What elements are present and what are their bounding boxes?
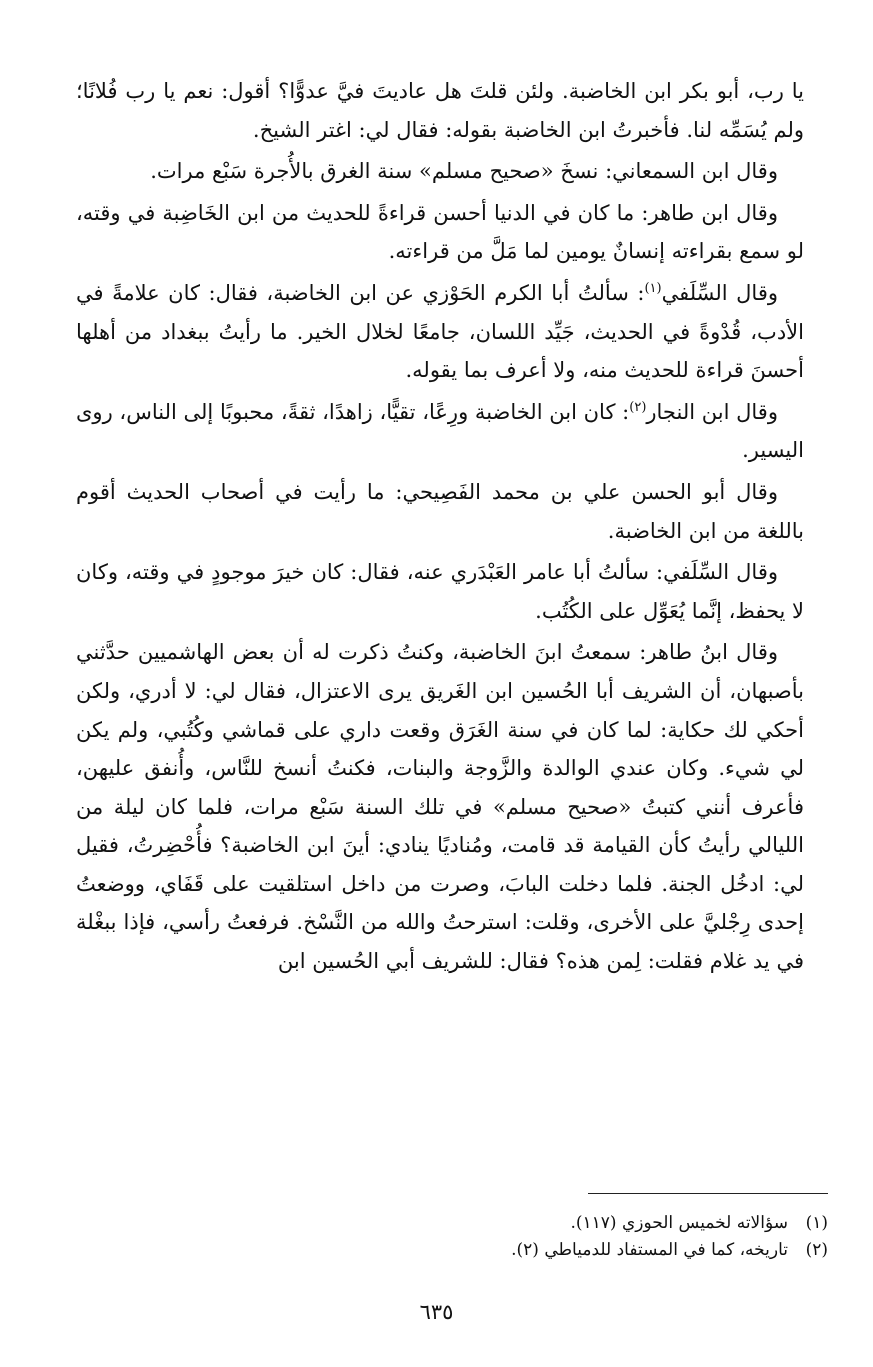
footnote-text: تاريخه، كما في المستفاد للدمياطي (٢). xyxy=(511,1240,788,1260)
footnotes xyxy=(128,1210,828,1264)
main-text xyxy=(76,72,804,981)
paragraph-text: : كان ابن الخاضبة ورِعًا، تقيًّا، زاهدًا، ثقةً، محبوبًا إلى الناس، روى اليسير. xyxy=(76,399,804,463)
footnote xyxy=(128,1237,828,1264)
paragraph xyxy=(76,473,804,550)
paragraph-text: وقال السِّلَفي xyxy=(661,280,778,305)
footnote-ref: (١) xyxy=(644,280,662,296)
footnote xyxy=(128,1210,828,1237)
footnote-text: سؤالاته لخميس الحوزي (١١٧). xyxy=(570,1213,788,1233)
page-number: ٦٣٥ xyxy=(419,1300,454,1324)
footnote-number: (١) xyxy=(805,1213,828,1233)
paragraph-text: وقال ابن طاهر: ما كان في الدنيا أحسن قراءةً للحديث من ابن الخَاضِبة في وقته، لو سمع بقراءته إنسانٌ يومين لما مَلَّ من قراءته. xyxy=(76,200,804,264)
paragraph-text: وقال السِّلَفي: سألتُ أبا عامر العَبْدَري عنه، فقال: كان خيرَ موجودٍ في وقته، وكان لا يحفظ، إنَّما يُعَوِّل على الكُتُب. xyxy=(76,560,804,623)
paragraph xyxy=(76,553,804,630)
paragraph-text: وقال ابن النجار xyxy=(646,399,778,424)
paragraph xyxy=(76,633,804,980)
paragraph-text: يا رب، أبو بكر ابن الخاضبة. ولئن قلتَ هل عاديتَ فيَّ عدوًّا؟ أقول: نعم يا رب فُلانًا؛ ولم يُسَمِّه لنا. فأخبرتُ ابن الخاضبة بقوله: فقال لي: اغتر الشيخ. xyxy=(76,79,804,142)
paragraph xyxy=(76,393,804,470)
footnote-ref: (٢) xyxy=(629,399,647,415)
footnote-separator xyxy=(588,1193,828,1194)
footnote-number: (٢) xyxy=(805,1240,828,1260)
paragraph-text: وقال ابنُ طاهر: سمعتُ ابنَ الخاضبة، وكنتُ ذكرت له أن بعض الهاشميين حدَّثني بأصبهان، أن الشريف أبا الحُسين ابن الغَريق يرى الاعتزال، فقال لي: لا أدري، ولكن أحكي لك حكاية: لما كان في سنة الغَرَق وقعت داري على قماشي وكُتُبي، ولم يكن لي شيء. وكان عندي الوالدة والزَّوجة والبنات، فكنتُ أنسخ للنَّاس، وأُنفق عليهن، فأعرف أنني كتبتُ «صحيح مسلم» في تلك السنة سَبْع مرات، فلما كان ليلة من الليالي رأيتُ كأن القيامة قد قامت، ومُناديًا ينادي: أينَ ابن الخاضبة؟ فأُحْضِرتُ، فقيل لي: ادخُل الجنة. فلما دخلت البابَ، وصرت من داخل استلقيت على قَفَاي، ووضعتُ إحدى رِجْليَّ على الأخرى، وقلت: استرحتُ والله من النَّسْخ. فرفعتُ رأسي، فإذا ببغْلة في يد غلام فقلت: لِمن هذه؟ فقال: للشريف أبي الحُسين ابن xyxy=(76,640,804,974)
paragraph xyxy=(76,152,804,191)
paragraph-text: وقال أبو الحسن علي بن محمد الفَصِيحي: ما رأيت في أصحاب الحديث أقوم باللغة من ابن الخاضبة. xyxy=(76,479,804,543)
paragraph-text: : سألتُ أبا الكرم الحَوْزي عن ابن الخاضبة، فقال: كان علامةً في الأدب، قُدْوةً في الحديث، جَيِّد اللسان، جامعًا لخلال الخير. ما رأيتُ ببغداد من أهلها أحسنَ قراءة للحديث منه، ولا أعرف بما يقوله. xyxy=(76,280,804,383)
paragraph xyxy=(76,274,804,390)
paragraph-text: وقال ابن السمعاني: نسخَ «صحيح مسلم» سنة الغرق بالأُجرة سَبْع مرات. xyxy=(150,159,778,184)
paragraph xyxy=(76,72,804,149)
paragraph xyxy=(76,194,804,271)
